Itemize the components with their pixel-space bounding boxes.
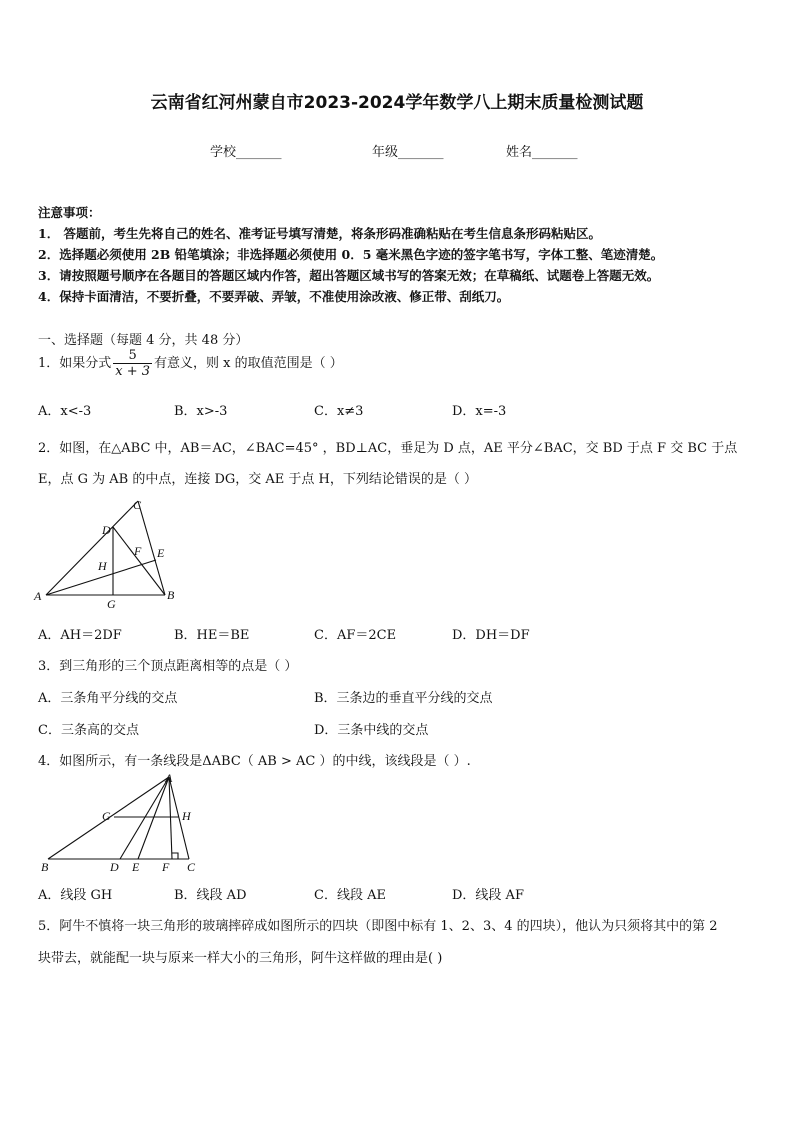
- label-g: G: [107, 597, 116, 611]
- grade-field: 年级_______: [372, 145, 444, 160]
- label-f: F: [134, 544, 142, 558]
- question-4: 4．如图所示，有一条线段是ΔABC（ AB > AC ）的中线，该线段是（ ）.: [38, 754, 471, 769]
- q1-option-a: A．x<-3: [38, 404, 92, 419]
- q4-option-b: B．线段 AD: [174, 888, 247, 903]
- question-3: 3．到三角形的三个顶点距离相等的点是（ ）: [38, 659, 298, 674]
- page-title: 云南省红河州蒙自市2023-2024学年数学八上期末质量检测试题: [150, 93, 644, 113]
- question-1: [38, 348, 343, 379]
- name-field: 姓名_______: [506, 145, 578, 160]
- right-angle-mark: [172, 853, 178, 859]
- q3-option-d: D．三条中线的交点: [314, 723, 429, 738]
- q3-option-a: A．三条角平分线的交点: [38, 691, 178, 706]
- q2-option-c: C．AF＝2CE: [314, 628, 397, 643]
- q1-fraction-denominator: x + 3: [115, 364, 151, 379]
- school-field: 学校_______: [210, 145, 282, 160]
- notice-heading: 注意事项：: [38, 205, 101, 220]
- q3-option-c: C．三条高的交点: [38, 723, 139, 738]
- notice-item: 3．请按照题号顺序在各题目的答题区域内作答，超出答题区域书写的答案无效；在草稿纸、试题卷上答题无效。: [38, 268, 660, 283]
- label-d: D: [110, 860, 119, 874]
- q4-option-d: D．线段 AF: [452, 888, 524, 903]
- notice-item: 1． 答题前，考生先将自己的姓名、准考证号填写清楚，将条形码准确粘贴在考生信息条形码粘贴区。: [38, 226, 602, 241]
- question-2-line-2: E，点 G 为 AB 的中点，连接 DG，交 AE 于点 H，下列结论错误的是（ ）: [38, 472, 478, 487]
- label-h: H: [98, 559, 107, 573]
- label-h: H: [182, 809, 191, 823]
- question-2-line-1: 2．如图，在△ABC 中，AB＝AC，∠BAC=45° ，BD⊥AC，垂足为 D 点，AE 平分∠BAC，交 BD 于点 F 交 BC 于点: [38, 441, 738, 456]
- q1-option-b: B．x>-3: [174, 404, 228, 419]
- label-b: B: [41, 860, 49, 874]
- label-c: C: [133, 498, 142, 512]
- q2-option-a: A．AH＝2DF: [38, 628, 122, 643]
- q1-suffix: 有意义，则 x 的取值范围是（ ）: [154, 356, 343, 371]
- segment-bd: [113, 527, 165, 595]
- label-g: G: [102, 809, 111, 823]
- q2-option-d: D．DH＝DF: [452, 628, 530, 643]
- label-e: E: [157, 546, 165, 560]
- label-d: D: [102, 523, 111, 537]
- q1-fraction-numerator: 5: [113, 348, 152, 364]
- segment-ae: [138, 777, 169, 859]
- section-heading: 一、选择题（每题 4 分，共 48 分）: [38, 333, 249, 348]
- label-b: B: [167, 588, 175, 602]
- label-a: A: [34, 589, 42, 603]
- question-5-line-1: 5．阿牛不慎将一块三角形的玻璃摔碎成如图所示的四块（即图中标有 1、2、3、4 的四块），他认为只须将其中的第 2: [38, 919, 718, 934]
- q2-triangle-figure: [32, 494, 182, 614]
- label-e: E: [132, 860, 140, 874]
- q1-option-d: D．x=-3: [452, 404, 507, 419]
- q4-triangle-figure: [34, 770, 204, 878]
- label-f: F: [162, 860, 170, 874]
- q3-option-b: B．三条边的垂直平分线的交点: [314, 691, 493, 706]
- q2-option-b: B．HE＝BE: [174, 628, 250, 643]
- q1-prefix: 1．如果分式: [38, 356, 112, 371]
- question-5-line-2: 块带去，就能配一块与原来一样大小的三角形，阿牛这样做的理由是( ): [38, 951, 443, 966]
- q4-option-a: A．线段 GH: [38, 888, 113, 903]
- q1-fraction: [113, 348, 152, 379]
- q1-option-c: C．x≠3: [314, 404, 364, 419]
- notice-item: 4．保持卡面清洁，不要折叠，不要弄破、弄皱，不准使用涂改液、修正带、刮纸刀。: [38, 289, 510, 304]
- label-c: C: [187, 860, 196, 874]
- notice-item: 2．选择题必须使用 2B 铅笔填涂；非选择题必须使用 0．5 毫米黑色字迹的签字笔书写，字体工整、笔迹清楚。: [38, 247, 664, 262]
- segment-ad: [120, 777, 169, 859]
- q4-option-c: C．线段 AE: [314, 888, 386, 903]
- label-a: A: [165, 771, 173, 785]
